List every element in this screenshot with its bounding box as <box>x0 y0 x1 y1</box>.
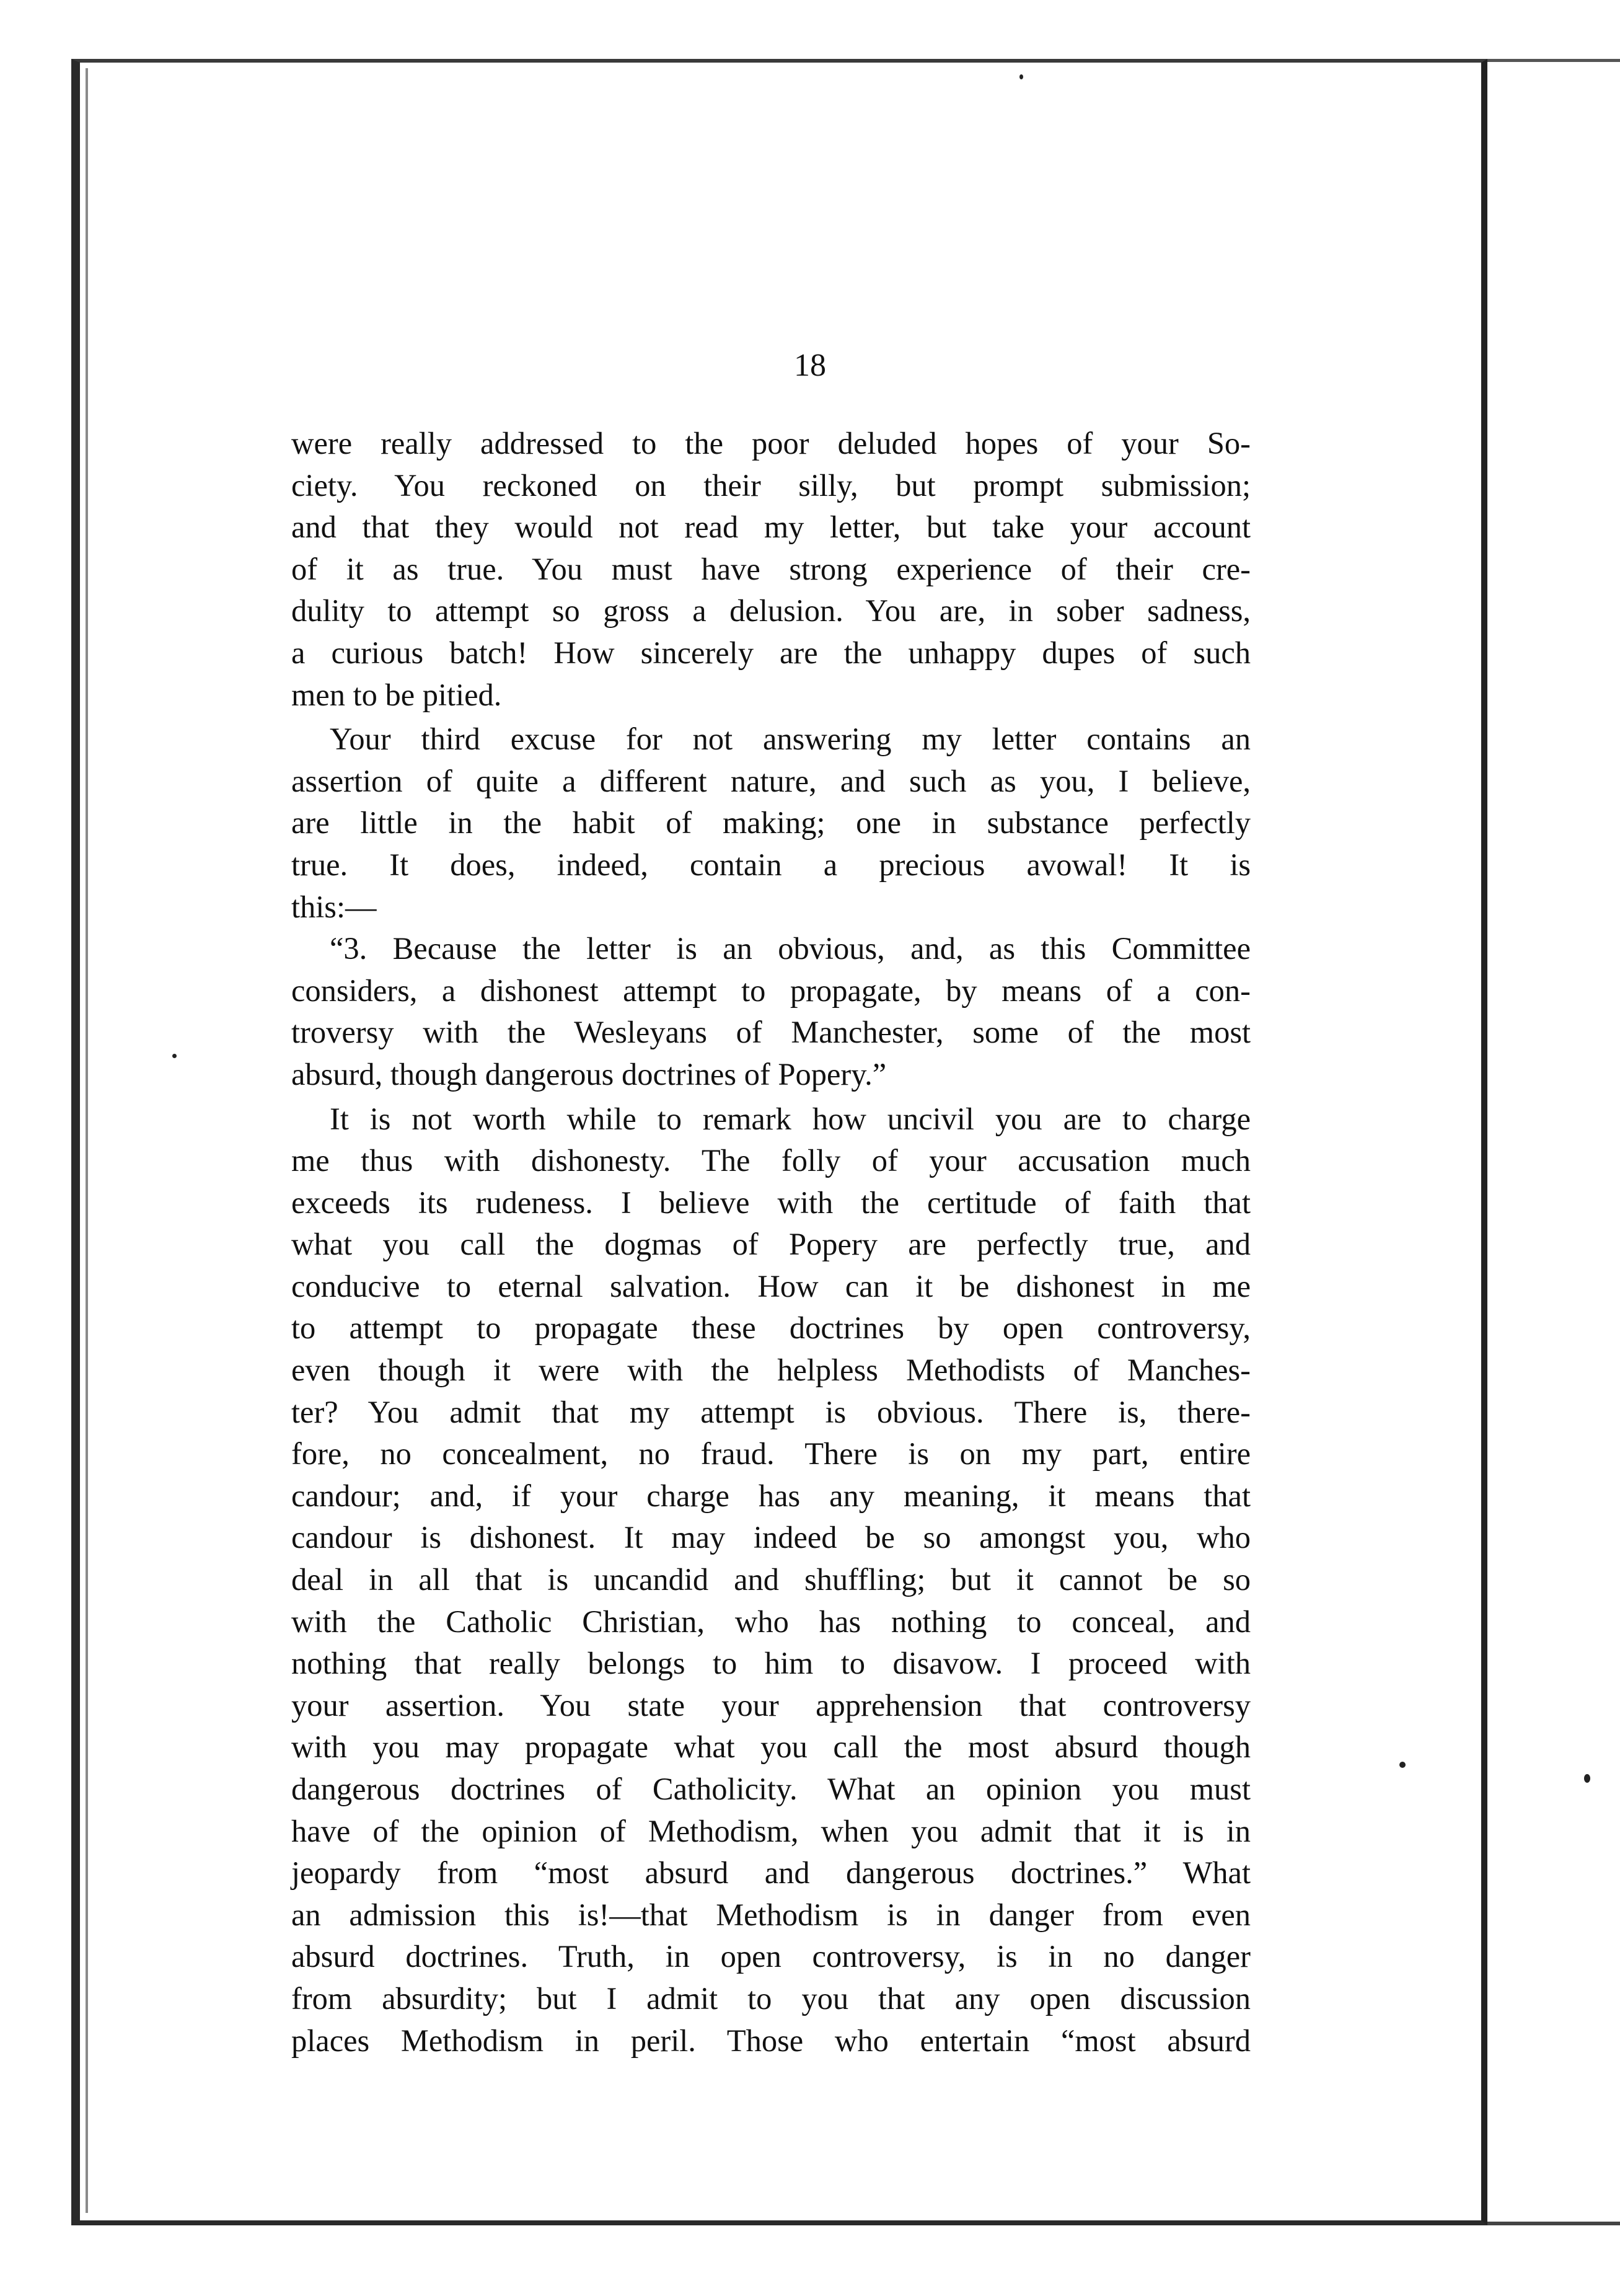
page-binding-edge <box>86 68 88 2213</box>
text-line: to attempt to propagate these doctrines by open controversy, <box>291 1310 1251 1346</box>
text-line: exceeds its rudeness. I believe with the certitude of faith that <box>291 1185 1251 1220</box>
text-line: this:— <box>291 889 377 924</box>
text-line: with you may propagate what you call the most absurd though <box>291 1729 1251 1765</box>
text-line: of it as true. You must have strong experience of their cre- <box>291 551 1251 586</box>
text-line: with the Catholic Christian, who has nothing to conceal, and <box>291 1604 1251 1639</box>
text-line: dangerous doctrines of Catholicity. What an opinion you must <box>291 1772 1251 1806</box>
text-line: a curious batch! How sincerely are the unhappy dupes of such <box>291 635 1251 670</box>
text-line: have of the opinion of Methodism, when you admit that it is in <box>291 1813 1251 1848</box>
text-line: dulity to attempt so gross a delusion. You are, in sober sadness, <box>291 593 1251 629</box>
body-text <box>291 423 1251 2062</box>
text-line: absurd doctrines. Truth, in open controversy, is in no danger <box>291 1939 1251 1974</box>
quoted-text-line: troversy with the Wesleyans of Manchester, some of the most <box>291 1015 1251 1050</box>
text-line: places Methodism in peril. Those who entertain “most absurd <box>291 2023 1251 2058</box>
page-number: 18 <box>794 348 826 383</box>
text-line: ter? You admit that my attempt is obvious. There is, there- <box>291 1394 1251 1429</box>
text-line: men to be pitied. <box>291 677 502 712</box>
text-line: nothing that really belongs to him to disavow. I proceed with <box>291 1646 1251 1681</box>
speck-mark <box>1584 1774 1590 1783</box>
quoted-text-line: considers, a dishonest attempt to propagate, by means of a con- <box>291 973 1251 1008</box>
text-line: jeopardy from “most absurd and dangerous doctrines.” What <box>291 1855 1251 1891</box>
text-line: deal in all that is uncandid and shuffling; but it cannot be so <box>291 1562 1251 1597</box>
text-line: and that they would not read my letter, but take your account <box>291 510 1251 545</box>
text-line: even though it were with the helpless Methodists of Manches- <box>291 1353 1251 1388</box>
quoted-text-line: absurd, though dangerous doctrines of Popery.” <box>291 1056 887 1092</box>
text-line: fore, no concealment, no fraud. There is on my part, entire <box>291 1436 1251 1472</box>
text-line: It is not worth while to remark how uncivil you are to charge <box>330 1101 1251 1136</box>
text-line: true. It does, indeed, contain a precious avowal! It is <box>291 847 1251 882</box>
text-line: ciety. You reckoned on their silly, but prompt submission; <box>291 467 1251 503</box>
text-line: an admission this is!—that Methodism is in danger from even <box>291 1897 1251 1932</box>
speck-mark <box>1019 74 1023 79</box>
text-line: your assertion. You state your apprehension that controversy <box>291 1687 1251 1723</box>
text-line: what you call the dogmas of Popery are perfectly true, and <box>291 1227 1251 1262</box>
text-line: candour is dishonest. It may indeed be so amongst you, who <box>291 1520 1251 1555</box>
text-line: conducive to eternal salvation. How can it be dishonest in me <box>291 1268 1251 1304</box>
speck-mark <box>172 1054 177 1058</box>
text-line: candour; and, if your charge has any meaning, it means that <box>291 1478 1251 1513</box>
text-line: were really addressed to the poor deluded hopes of your So- <box>291 426 1251 461</box>
speck-mark <box>1399 1762 1406 1768</box>
text-line: are little in the habit of making; one in substance perfectly <box>291 805 1251 841</box>
quoted-text-line: “3. Because the letter is an obvious, and, as this Committee <box>330 931 1251 966</box>
text-line: Your third excuse for not answering my letter contains an <box>330 722 1251 757</box>
text-line: from absurdity; but I admit to you that any open discussion <box>291 1980 1251 2016</box>
text-line: me thus with dishonesty. The folly of your accusation much <box>291 1143 1251 1178</box>
text-line: assertion of quite a different nature, and such as you, I believe, <box>291 763 1251 798</box>
